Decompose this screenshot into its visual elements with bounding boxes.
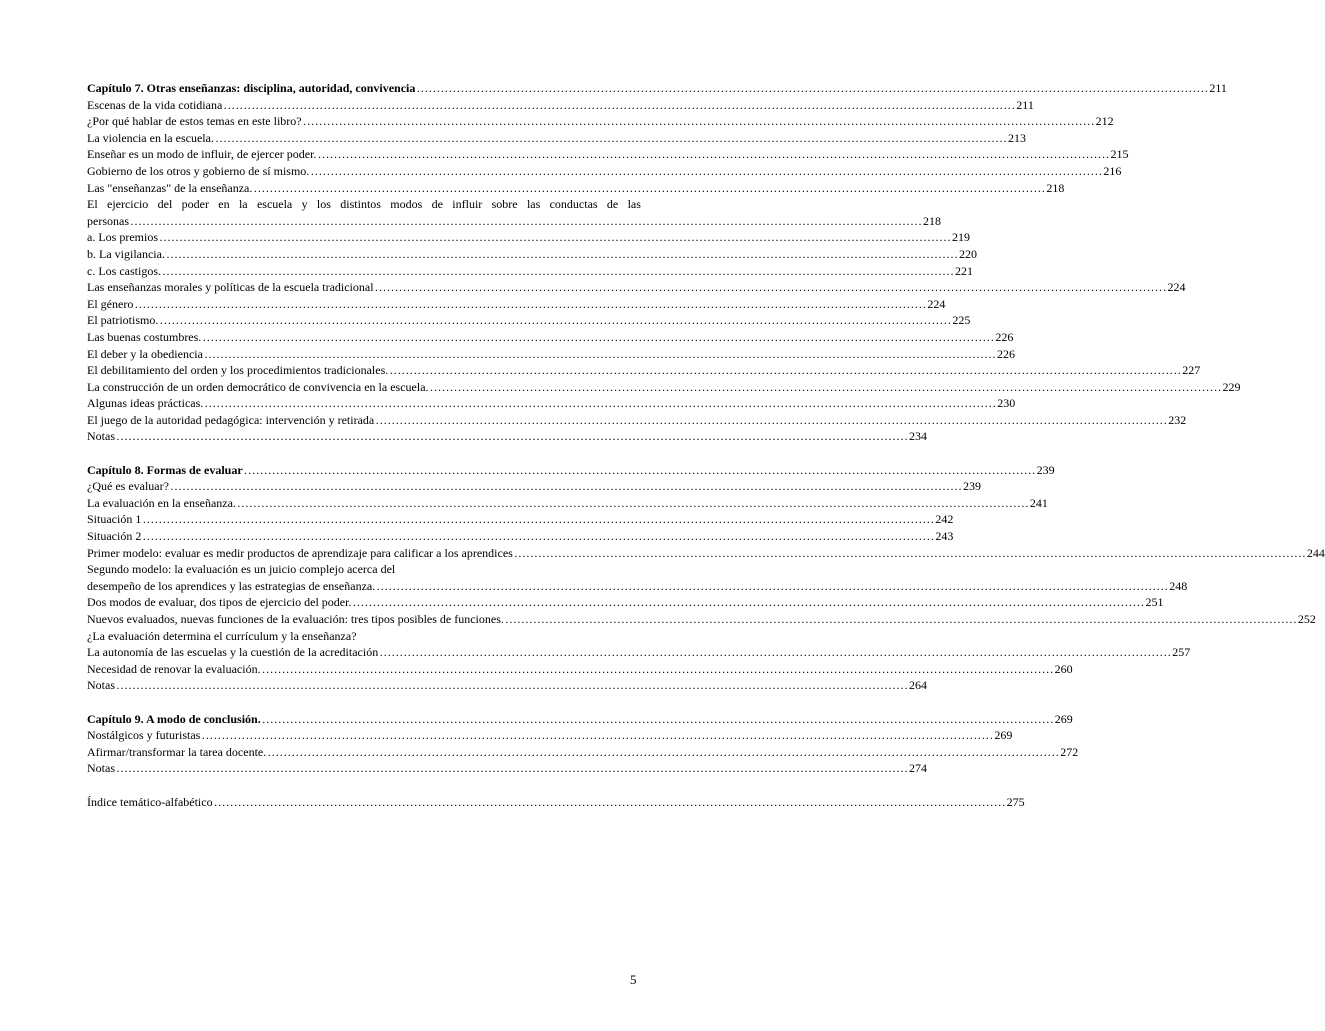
leader-dots (430, 379, 1222, 396)
page-ref: 251 (1145, 595, 1164, 610)
toc-entry[interactable] (87, 395, 1016, 412)
leader-dots (375, 412, 1167, 429)
leader-dots (389, 362, 1181, 379)
leader-dots (201, 727, 993, 744)
justified-word: en (218, 197, 230, 212)
section-gap (87, 694, 641, 711)
entry-text: Las "enseñanzas" de la enseñanza. (87, 180, 253, 195)
justified-word: la (238, 197, 248, 212)
leader-dots (223, 97, 1015, 114)
page-ref: 219 (952, 230, 970, 245)
leader-dots (376, 578, 1168, 595)
leader-dots (514, 545, 1306, 562)
entry-text: Nostálgicos y futuristas (87, 728, 201, 743)
entry-text: Afirmar/transformar la tarea docente. (87, 744, 267, 759)
entry-text: a. Los premios (87, 230, 158, 245)
page-ref: 229 (1222, 379, 1241, 394)
page-ref: 211 (1209, 81, 1227, 95)
justified-word: modos (390, 197, 423, 212)
justified-word: los (316, 197, 331, 212)
leader-dots (237, 495, 1029, 512)
leader-dots (352, 594, 1144, 611)
entry-text: El patriotismo. (87, 313, 159, 328)
justified-word: las (526, 197, 541, 212)
page-ref: 221 (955, 263, 973, 278)
chapter-title: Capítulo 9. A modo de conclusión. (87, 711, 261, 726)
page-ref: 218 (923, 213, 941, 228)
toc-entry[interactable] (87, 495, 1048, 512)
toc-entry[interactable] (87, 528, 954, 545)
entry-text: ¿Qué es evaluar? (87, 479, 169, 494)
page-ref: 232 (1168, 412, 1187, 427)
page-ref: 264 (909, 678, 927, 693)
page-ref: 244 (1306, 545, 1325, 560)
toc-entry-justified-line[interactable] (87, 196, 641, 213)
justified-word: escuela (256, 197, 293, 212)
toc-entry[interactable] (87, 661, 1073, 678)
justified-word: las (627, 197, 641, 212)
entry-text: c. Los castigos. (87, 263, 161, 278)
entry-text: Nuevos evaluados, nuevas funciones de la evaluación: tres tipos posibles de funciones. (87, 612, 504, 626)
toc-entry[interactable] (87, 146, 1129, 163)
leader-dots (267, 744, 1059, 761)
toc-entry[interactable] (87, 263, 973, 280)
entry-text: Situación 2 (87, 529, 142, 544)
section-gap (87, 777, 641, 794)
page-ref: 234 (909, 429, 927, 444)
leader-dots (379, 644, 1171, 661)
page-ref: 218 (1046, 180, 1065, 195)
leader-dots (303, 113, 1095, 130)
page-ref: 269 (1054, 711, 1073, 726)
toc-entry[interactable] (87, 727, 1013, 744)
leader-dots (170, 478, 962, 495)
toc-entry[interactable] (87, 329, 1014, 346)
entry-text: La autonomía de las escuelas y la cuestión de la acreditación (87, 645, 379, 660)
page-ref: 213 (1007, 130, 1026, 145)
leader-dots (214, 794, 1006, 811)
toc-entry[interactable] (87, 578, 1188, 595)
page-ref: 211 (1016, 97, 1034, 112)
entry-text: Las enseñanzas morales y políticas de la escuela tradicional (87, 280, 374, 295)
entry-text: Las buenas costumbres. (87, 329, 202, 344)
entry-text: Algunas ideas prácticas. (87, 396, 204, 411)
leader-dots (204, 346, 996, 363)
leader-dots (317, 146, 1109, 163)
page-ref: 225 (952, 313, 971, 328)
leader-dots (162, 263, 954, 280)
toc-chapter-9[interactable] (87, 711, 1073, 728)
justified-word: sobre (491, 197, 518, 212)
page-ref: 227 (1182, 363, 1201, 378)
justified-word: distintos (340, 197, 381, 212)
page-ref: 230 (997, 396, 1016, 411)
leader-dots (262, 711, 1054, 728)
entry-text: Índice temático-alfabético (87, 794, 213, 809)
leader-dots (310, 163, 1102, 180)
leader-dots (202, 329, 994, 346)
leader-dots (116, 677, 908, 694)
toc-entry[interactable] (87, 362, 1201, 379)
entry-text: Primer modelo: evaluar es medir productos de aprendizaje para calificar a los aprendices (87, 545, 513, 560)
page-ref: 243 (935, 529, 954, 544)
toc-entry[interactable] (87, 760, 927, 777)
toc-entry[interactable] (87, 113, 1114, 130)
toc-entry[interactable] (87, 478, 981, 495)
page-ref: 239 (962, 479, 981, 494)
toc-entry[interactable] (87, 644, 1191, 661)
section-gap (87, 445, 641, 462)
justified-word: de (431, 197, 443, 212)
toc-entry[interactable] (87, 379, 1241, 396)
entry-text: personas (87, 213, 129, 228)
entry-text: La construcción de un orden democrático de convivencia en la escuela. (87, 379, 429, 394)
toc-entry[interactable] (87, 594, 1164, 611)
leader-dots (505, 611, 1297, 628)
entry-text: ¿Por qué hablar de estos temas en este libro? (87, 114, 302, 129)
entry-text: Notas (87, 678, 115, 693)
leader-dots (215, 130, 1007, 147)
leader-dots (134, 296, 926, 313)
table-of-contents (87, 80, 1325, 810)
toc-chapter-7[interactable] (87, 80, 1227, 97)
page-ref: 241 (1029, 495, 1048, 510)
leader-dots (142, 511, 934, 528)
leader-dots (116, 760, 908, 777)
chapter-title: Capítulo 8. Formas de evaluar (87, 462, 243, 477)
leader-dots (159, 312, 951, 329)
leader-dots (244, 462, 1036, 479)
entry-text: b. La vigilancia. (87, 246, 165, 261)
page-ref: 224 (927, 296, 946, 311)
toc-entry[interactable] (87, 279, 1186, 296)
leader-dots (116, 428, 908, 445)
page-ref: 239 (1036, 462, 1055, 477)
entry-text: El debilitamiento del orden y los procedimientos tradicionales. (87, 363, 389, 378)
entry-text: La violencia en la escuela. (87, 130, 214, 145)
page-ref: 226 (995, 329, 1014, 344)
justified-word: del (157, 197, 173, 212)
page-ref: 220 (958, 246, 977, 261)
toc-entry[interactable] (87, 213, 941, 230)
justified-word: y (301, 197, 308, 212)
page-ref: 274 (909, 761, 927, 776)
page-ref: 215 (1110, 147, 1129, 162)
page-ref: 275 (1006, 794, 1025, 809)
leader-dots (204, 395, 996, 412)
toc-entry[interactable] (87, 412, 1187, 429)
justified-word: conductas (549, 197, 598, 212)
toc-entry[interactable] (87, 163, 1122, 180)
entry-text: Escenas de la vida cotidiana (87, 97, 223, 112)
page-ref: 212 (1095, 114, 1114, 129)
entry-text: El género (87, 296, 134, 311)
toc-entry[interactable] (87, 611, 1316, 628)
justified-word: ejercicio (107, 197, 149, 212)
leader-dots (262, 661, 1054, 678)
page-ref: 216 (1103, 163, 1122, 178)
page-ref: 224 (1167, 280, 1186, 295)
leader-dots (166, 246, 958, 263)
justified-word: poder (181, 197, 209, 212)
justified-word: influir (452, 197, 483, 212)
toc-entry[interactable] (87, 428, 927, 445)
entry-text: El juego de la autoridad pedagógica: intervención y retirada (87, 412, 375, 427)
page-number: 5 (630, 972, 637, 987)
toc-entry[interactable] (87, 346, 1015, 363)
toc-entry[interactable] (87, 511, 954, 528)
toc-entry-text-line[interactable]: Segundo modelo: la evaluación es un juicio complejo acerca del (87, 562, 396, 577)
page-ref: 248 (1169, 578, 1188, 593)
page-ref: 257 (1172, 645, 1191, 660)
justified-word: de (606, 197, 619, 212)
entry-text: Situación 1 (87, 512, 142, 527)
entry-text: Notas (87, 761, 115, 776)
toc-entry[interactable] (87, 97, 1034, 114)
toc-entry[interactable] (87, 180, 1065, 197)
leader-dots (159, 229, 951, 246)
entry-text: Notas (87, 429, 115, 444)
justified-word: El (87, 197, 98, 212)
entry-text: La evaluación en la enseñanza. (87, 495, 236, 510)
page-ref: 269 (994, 728, 1013, 743)
leader-dots (375, 279, 1167, 296)
toc-entry[interactable] (87, 312, 971, 329)
page-ref: 260 (1054, 661, 1073, 676)
leader-dots (416, 80, 1208, 97)
toc-entry-text-line[interactable]: ¿La evaluación determina el currículum y la enseñanza? (87, 628, 357, 643)
chapter-title: Capítulo 7. Otras enseñanzas: disciplina, autoridad, convivencia (87, 81, 416, 95)
page-ref: 252 (1297, 612, 1316, 626)
entry-text: Gobierno de los otros y gobierno de sí mismo. (87, 163, 310, 178)
toc-index-entry[interactable] (87, 794, 1025, 811)
entry-text: Necesidad de renovar la evaluación. (87, 661, 261, 676)
leader-dots (142, 528, 934, 545)
toc-entry[interactable] (87, 229, 970, 246)
toc-entry[interactable] (87, 130, 1026, 147)
page-ref: 226 (996, 346, 1015, 361)
toc-chapter-8[interactable] (87, 462, 1055, 479)
toc-entry[interactable] (87, 744, 1079, 761)
page-ref: 272 (1060, 744, 1079, 759)
entry-text: Enseñar es un modo de influir, de ejercer poder. (87, 147, 317, 162)
entry-text: desempeño de los aprendices y las estrategias de enseñanza. (87, 578, 376, 593)
entry-text: Dos modos de evaluar, dos tipos de ejercicio del poder. (87, 595, 352, 610)
leader-dots (130, 213, 922, 230)
leader-dots (253, 180, 1045, 197)
toc-entry[interactable] (87, 677, 927, 694)
entry-text: El deber y la obediencia (87, 346, 203, 361)
toc-entry[interactable] (87, 246, 977, 263)
toc-entry[interactable] (87, 545, 1325, 562)
page-ref: 242 (935, 512, 954, 527)
toc-entry[interactable] (87, 296, 946, 313)
